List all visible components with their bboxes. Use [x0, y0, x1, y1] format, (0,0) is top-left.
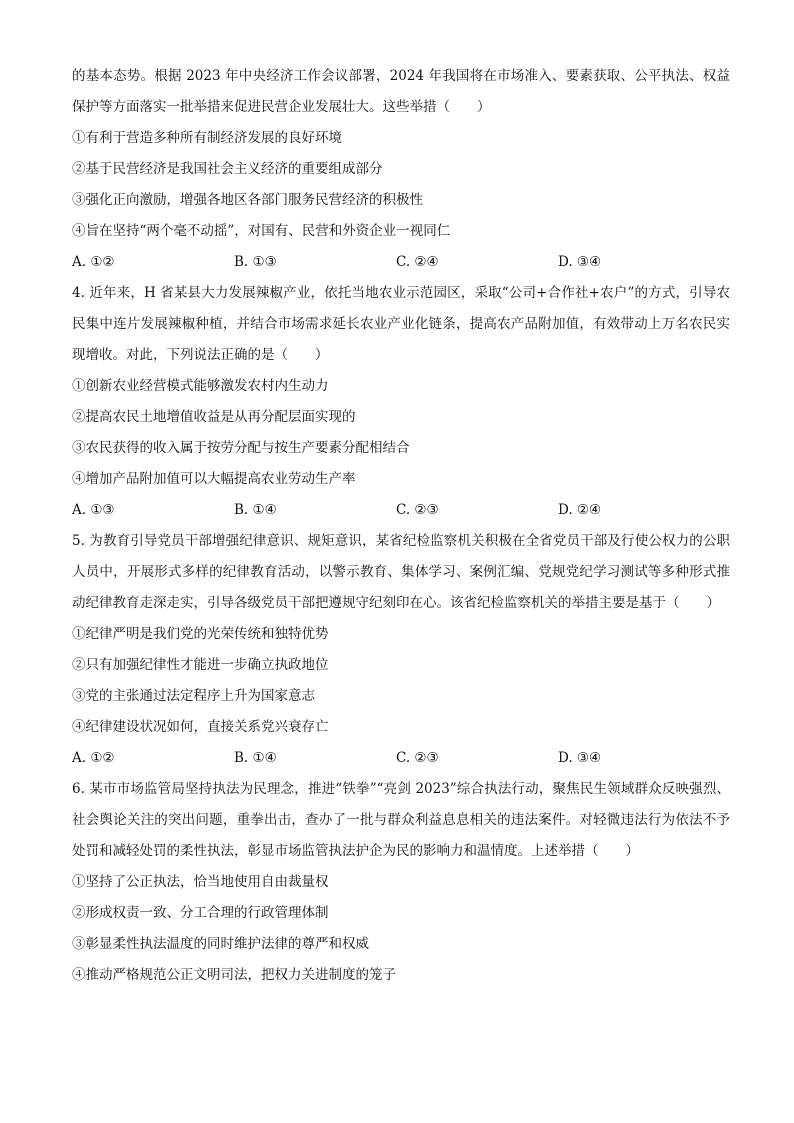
choice-d: D. ③④ [558, 750, 602, 766]
option-item: ①纪律严明是我们党的光荣传统和独特优势 [72, 626, 329, 642]
option-item: ④纪律建设状况如何，直接关系党兴衰存亡 [72, 719, 329, 735]
choice-a: A. ①② [72, 750, 115, 766]
choice-c: C. ②③ [396, 502, 439, 518]
option-item: ④旨在坚持“两个毫不动摇”，对国有、民营和外资企业一视同仁 [72, 223, 451, 239]
option-item: ②基于民营经济是我国社会主义经济的重要组成部分 [72, 161, 383, 177]
option-item: ③彰显柔性执法温度的同时维护法律的尊严和权威 [72, 936, 369, 952]
choice-d: D. ③④ [558, 254, 602, 270]
option-item: ③党的主张通过法定程序上升为国家意志 [72, 688, 315, 704]
question-stem: 的基本态势。根据 2023 年中央经济工作会议部署，2024 年我国将在市场准入、要素获取、公平执法、权益保护等方面落实一批举措来促进民营企业发展壮大。这些举措（ ） [72, 68, 730, 115]
option-item: ②形成权责一致、分工合理的行政管理体制 [72, 905, 329, 921]
answer-choices [72, 743, 730, 774]
answer-choices [72, 247, 730, 278]
choice-c: C. ②④ [396, 254, 439, 270]
option-item: ①有利于营造多种所有制经济发展的良好环境 [72, 130, 342, 146]
choice-b: B. ①③ [234, 254, 277, 270]
question-stem: 6. 某市市场监管局坚持执法为民理念，推进“铁拳”“亮剑 2023”综合执法行动，聚焦民生领域群众反映强烈、社会舆论关注的突出问题，重拳出击，查办了一批与群众利益息息相关的违法案件。对轻微违法行为依法不予处罚和减轻处罚的柔性执法，彰显市场监管执法护企为民的影响力和温情度。上述举措（ ） [72, 781, 730, 859]
choice-b: B. ①④ [234, 750, 277, 766]
choice-a: A. ①② [72, 254, 115, 270]
choice-c: C. ②③ [396, 750, 439, 766]
option-item: ④推动严格规范公正文明司法，把权力关进制度的笼子 [72, 967, 396, 983]
choice-d: D. ②④ [558, 502, 602, 518]
option-item: ④增加产品附加值可以大幅提高农业劳动生产率 [72, 471, 356, 487]
choice-b: B. ①④ [234, 502, 277, 518]
option-item: ①坚持了公正执法，恰当地使用自由裁量权 [72, 874, 329, 890]
option-item: ③农民获得的收入属于按劳分配与按生产要素分配相结合 [72, 440, 410, 456]
option-item: ②只有加强纪律性才能进一步确立执政地位 [72, 657, 329, 673]
option-item: ①创新农业经营模式能够激发农村内生动力 [72, 378, 329, 394]
question-stem: 4. 近年来，H 省某县大力发展辣椒产业，依托当地农业示范园区，采取“公司+合作社+农户”的方式，引导农民集中连片发展辣椒种植，并结合市场需求延长农业产业化链条，提高农产品附加值，有效带动上万名农民实现增收。对此，下列说法正确的是（ ） [72, 285, 730, 363]
question-stem: 5. 为教育引导党员干部增强纪律意识、规矩意识，某省纪检监察机关积极在全省党员干部及行使公权力的公职人员中，开展形式多样的纪律教育活动，以警示教育、集体学习、案例汇编、党规党纪学习测试等多种形式推动纪律教育走深走实，引导各级党员干部把遵规守纪刻印在心。该省纪检监察机关的举措主要是基于（ ） [72, 533, 730, 611]
question-4 [72, 278, 730, 526]
choice-a: A. ①③ [72, 502, 115, 518]
question-6 [72, 774, 730, 991]
answer-choices [72, 495, 730, 526]
question-3 [72, 61, 730, 278]
question-5 [72, 526, 730, 774]
option-item: ②提高农民土地增值收益是从再分配层面实现的 [72, 409, 356, 425]
option-item: ③强化正向激励，增强各地区各部门服务民营经济的积极性 [72, 192, 423, 208]
